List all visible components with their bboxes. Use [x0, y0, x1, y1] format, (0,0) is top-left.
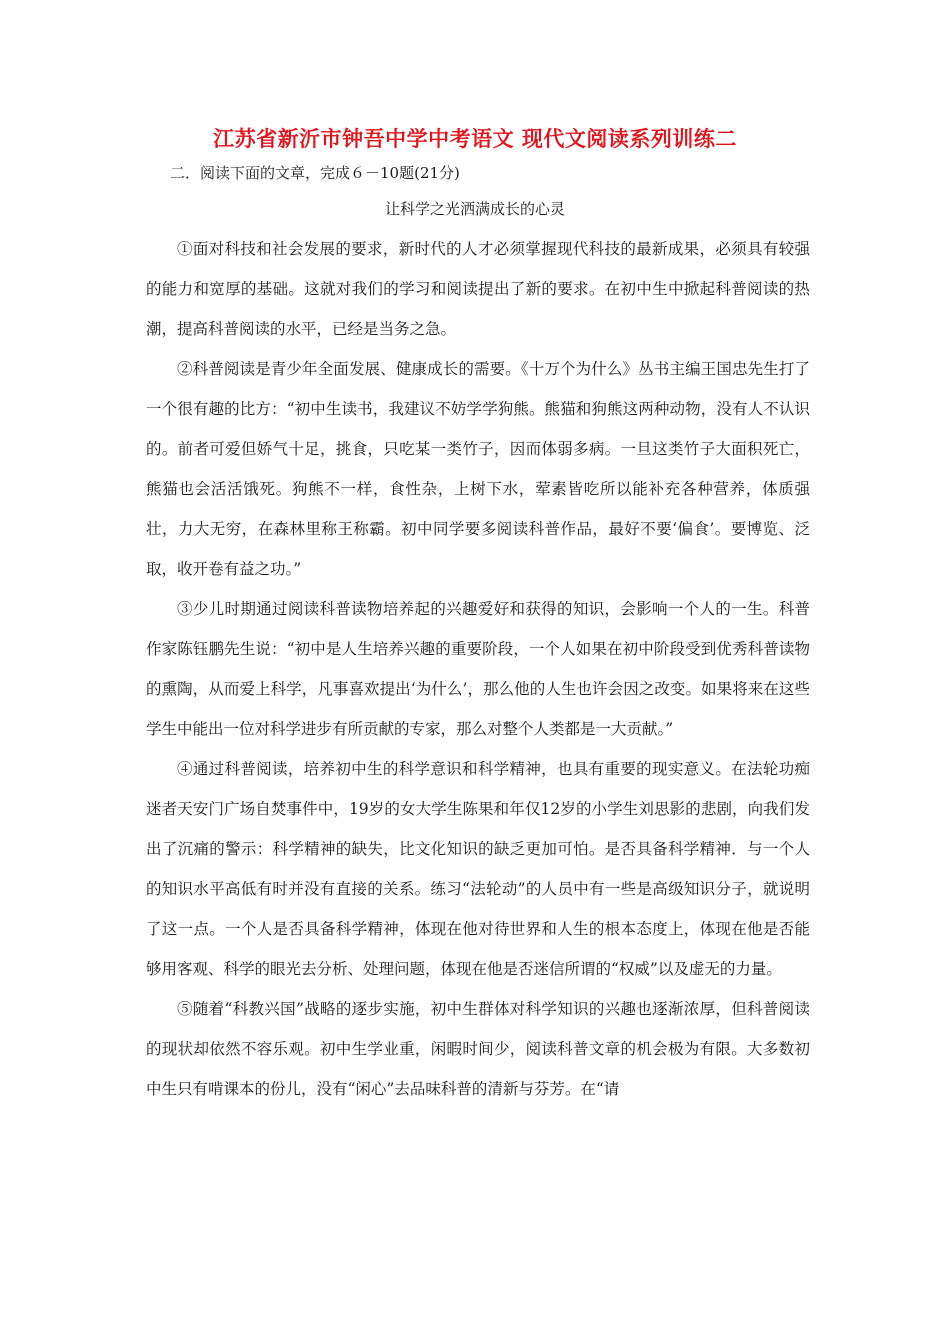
paragraph-2: ②科普阅读是青少年全面发展、健康成长的需要。《十万个为什么》丛书主编王国忠先生打了一个很有趣的比方：“初中生读书，我建议不妨学学狗熊。熊猫和狗熊这两种动物，没有人不认识的。前者可爱但娇气十足，挑食，只吃某一类竹子，因而体弱多病。一旦这类竹子大面积死亡，熊猫也会活活饿死。狗熊不一样，食性杂，上树下水，荤素皆吃所以能补充各种营养，体质强壮，力大无穷，在森林里称王称霸。初中同学要多阅读科普作品，最好不要‘偏食’。要博览、泛取，收开卷有益之功。” — [146, 360, 810, 578]
question-instruction: 二．阅读下面的文章，完成６－10题(21分) — [170, 164, 460, 182]
paragraph-3: ③少儿时期通过阅读科普读物培养起的兴趣爱好和获得的知识，会影响一个人的一生。科普作家陈钰鹏先生说：“初中是人生培养兴趣的重要阶段，一个人如果在初中阶段受到优秀科普读物的熏陶，从而爱上科学，凡事喜欢提出‘为什么’，那么他的人生也许会因之改变。如果将来在这些学生中能出一位对科学进步有所贡献的专家，那么对整个人类都是一大贡献。” — [146, 600, 810, 738]
paragraph-4: ④通过科普阅读，培养初中生的科学意识和科学精神，也具有重要的现实意义。在法轮功痴迷者天安门广场自焚事件中，19岁的女大学生陈果和年仅12岁的小学生刘思影的悲剧，向我们发出了沉痛的警示：科学精神的缺失，比文化知识的缺乏更加可怕。是否具备科学精神．与一个人的知识水平高低有时并没有直接的关系。练习“法轮动”的人员中有一些是高级知识分子，就说明了这一点。一个人是否具备科学精神，体现在他对待世界和人生的根本态度上，体现在他是否能够用客观、科学的眼光去分析、处理问题，体现在他是否迷信所谓的“权威”以及虚无的力量。 — [146, 760, 810, 978]
article-body — [146, 229, 810, 1109]
paragraph-5: ⑤随着“科教兴国”战略的逐步实施，初中生群体对科学知识的兴趣也逐渐浓厚，但科普阅读的现状却依然不容乐观。初中生学业重，闲暇时间少，阅读科普文章的机会极为有限。大多数初中生只有啃课本的份儿，没有“闲心”去品味科普的清新与芬芳。在“请 — [146, 1000, 810, 1098]
document-title: 江苏省新沂市钟吾中学中考语文 现代文阅读系列训练二 — [213, 127, 737, 151]
article-title: 让科学之光洒满成长的心灵 — [384, 200, 565, 218]
paragraph-1: ①面对科技和社会发展的要求，新时代的人才必须掌握现代科技的最新成果，必须具有较强的能力和宽厚的基础。这就对我们的学习和阅读提出了新的要求。在初中生中掀起科普阅读的热潮，提高科普阅读的水平，已经是当务之急。 — [146, 240, 810, 338]
